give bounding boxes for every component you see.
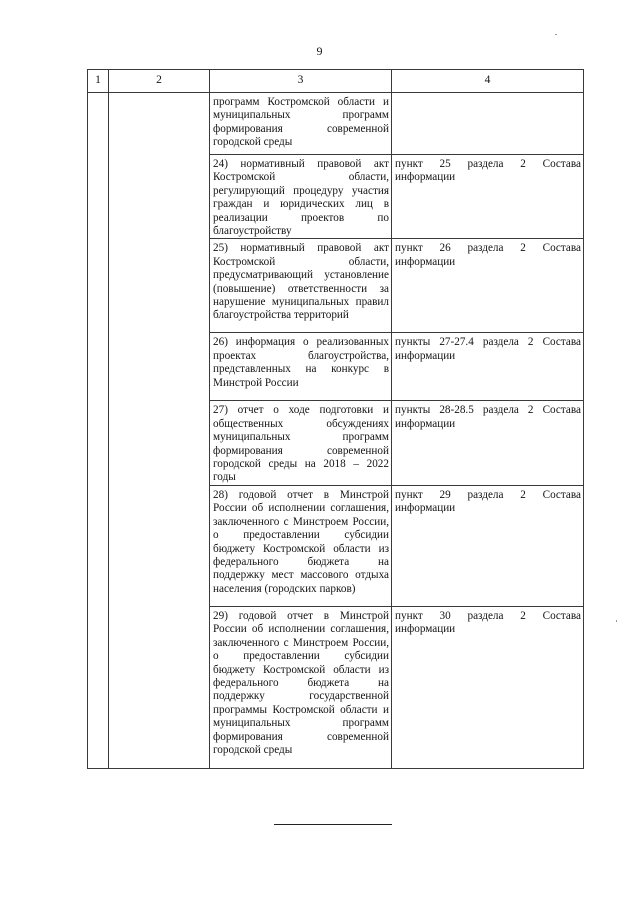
table-cell-reference — [392, 93, 584, 155]
merged-col-1-cell — [88, 93, 109, 769]
table-cell-description — [210, 401, 392, 485]
reference-text — [392, 93, 583, 96]
scan-speck — [555, 34, 557, 35]
table-cell-reference — [392, 606, 584, 768]
reference-text: пункт 25 раздела 2 Состава информации — [395, 158, 581, 184]
row-continuation-text: программ Костромской области и муниципальных программ формирования современной городской среды — [213, 96, 389, 149]
reference-text: пункт 29 раздела 2 Состава информации — [395, 488, 581, 515]
table-cell-reference — [392, 485, 584, 606]
table-cell-reference — [392, 155, 584, 239]
document-table — [87, 69, 584, 769]
header-col-4: 4 — [392, 70, 584, 93]
end-of-document-rule — [274, 824, 392, 825]
table-cell-description — [210, 155, 392, 239]
table-header-row — [88, 70, 584, 93]
table-cell-reference — [392, 239, 584, 333]
scan-speck — [616, 620, 617, 622]
item-28-text: 28) годовой отчет в Минстрой России об исполнении соглашения, заключенного с Минстроем России, о предоставлении субсидии бюджету Костромской области из федерального бюджета на поддержку мест массового отдыха населения (городских парков) — [213, 488, 389, 595]
reference-text: пункты 27-27.4 раздела 2 Состава информации — [395, 336, 581, 362]
item-24-text: 24) нормативный правовой акт Костромской области, регулирующий процедуру участия граждан и юридических лиц в реализации проектов по благоустройству — [213, 158, 389, 238]
table-cell-description — [210, 606, 392, 768]
item-26-text: 26) информация о реализованных проектах благоустройства, представленных на конкурс в Минстрой России — [213, 336, 389, 389]
item-25-text: 25) нормативный правовой акт Костромской области, предусматривающий установление (повышение) ответственности за нарушение муниципальных правил благоустройства территорий — [213, 242, 389, 322]
table-cell-description — [210, 239, 392, 333]
table-cell-reference — [392, 333, 584, 401]
header-col-3: 3 — [210, 70, 392, 93]
reference-text: пункт 26 раздела 2 Состава информации — [395, 242, 581, 268]
header-col-2: 2 — [109, 70, 210, 93]
page-number: 9 — [316, 44, 323, 58]
table-cell-description — [210, 485, 392, 606]
item-29-text: 29) годовой отчет в Минстрой России об исполнении соглашения, заключенного с Минстроем России, о предоставлении субсидии бюджету Костромской области из федерального бюджета на поддержку государственной программы Костромской области и муниципальных программ формирования современной городской среды — [213, 609, 389, 756]
merged-col-2-cell — [109, 93, 210, 769]
header-col-1: 1 — [88, 70, 109, 93]
reference-text: пункт 30 раздела 2 Состава информации — [395, 609, 581, 636]
table-cell-description — [210, 333, 392, 401]
table-cell-description — [210, 93, 392, 155]
item-27-text: 27) отчет о ходе подготовки и общественных обсуждениях муниципальных программ формирования современной городской среды на 2018 – 2022 годы — [213, 404, 389, 484]
table-cell-reference — [392, 401, 584, 485]
table-row — [88, 93, 584, 155]
reference-text: пункты 28-28.5 раздела 2 Состава информации — [395, 404, 581, 430]
